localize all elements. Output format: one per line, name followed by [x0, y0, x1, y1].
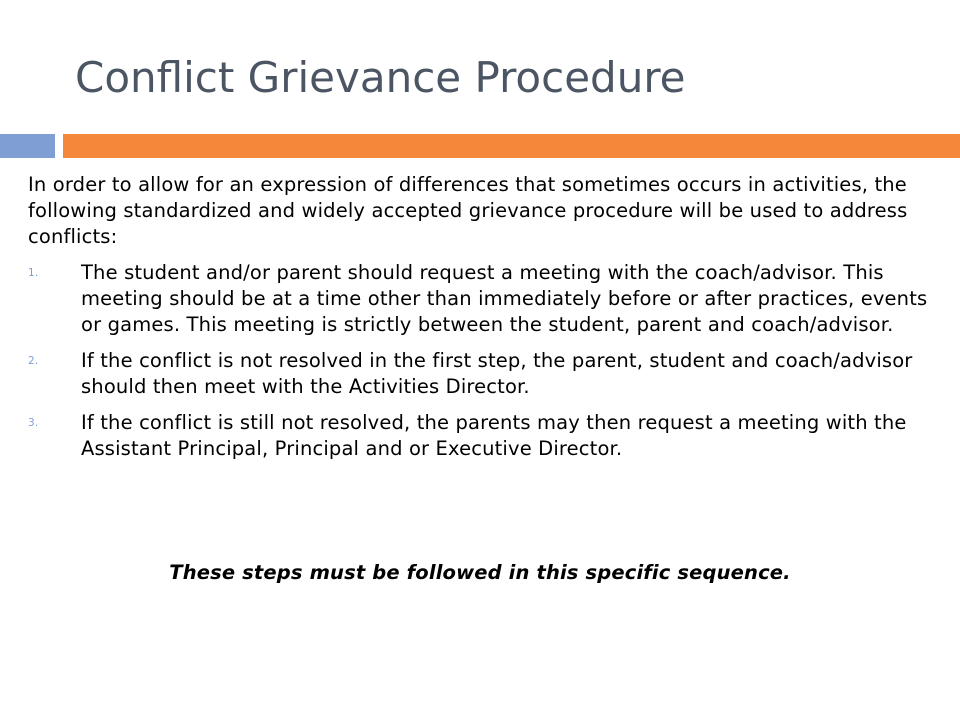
accent-bar-blue — [0, 134, 55, 158]
step-text: If the conflict is still not resolved, the parents may then request a meeting with the Assistant Principal, Principal and or Executive Director. — [81, 411, 907, 460]
slide-title: Conflict Grievance Procedure — [75, 53, 686, 102]
accent-bar-orange — [63, 134, 960, 158]
procedure-step-2 — [28, 348, 938, 400]
intro-paragraph: In order to allow for an expression of differences that sometimes occurs in activities, the following standardized and widely accepted grievance procedure will be used to address conflicts: — [28, 173, 908, 248]
step-number: 3. — [28, 417, 39, 429]
procedure-step-1 — [28, 260, 938, 338]
procedure-steps — [28, 260, 938, 462]
step-text: The student and/or parent should request a meeting with the coach/advisor. This meeting should be at a time other than immediately before or after practices, events or games. This meeting is strictly between the student, parent and coach/advisor. — [81, 261, 928, 336]
step-text: If the conflict is not resolved in the first step, the parent, student and coach/advisor should then meet with the Activities Director. — [81, 349, 913, 398]
step-number: 2. — [28, 355, 39, 367]
step-number: 1. — [28, 267, 39, 279]
procedure-step-3 — [28, 410, 938, 462]
closing-statement: These steps must be followed in this specific sequence. — [169, 561, 791, 584]
slide-body — [28, 172, 938, 472]
